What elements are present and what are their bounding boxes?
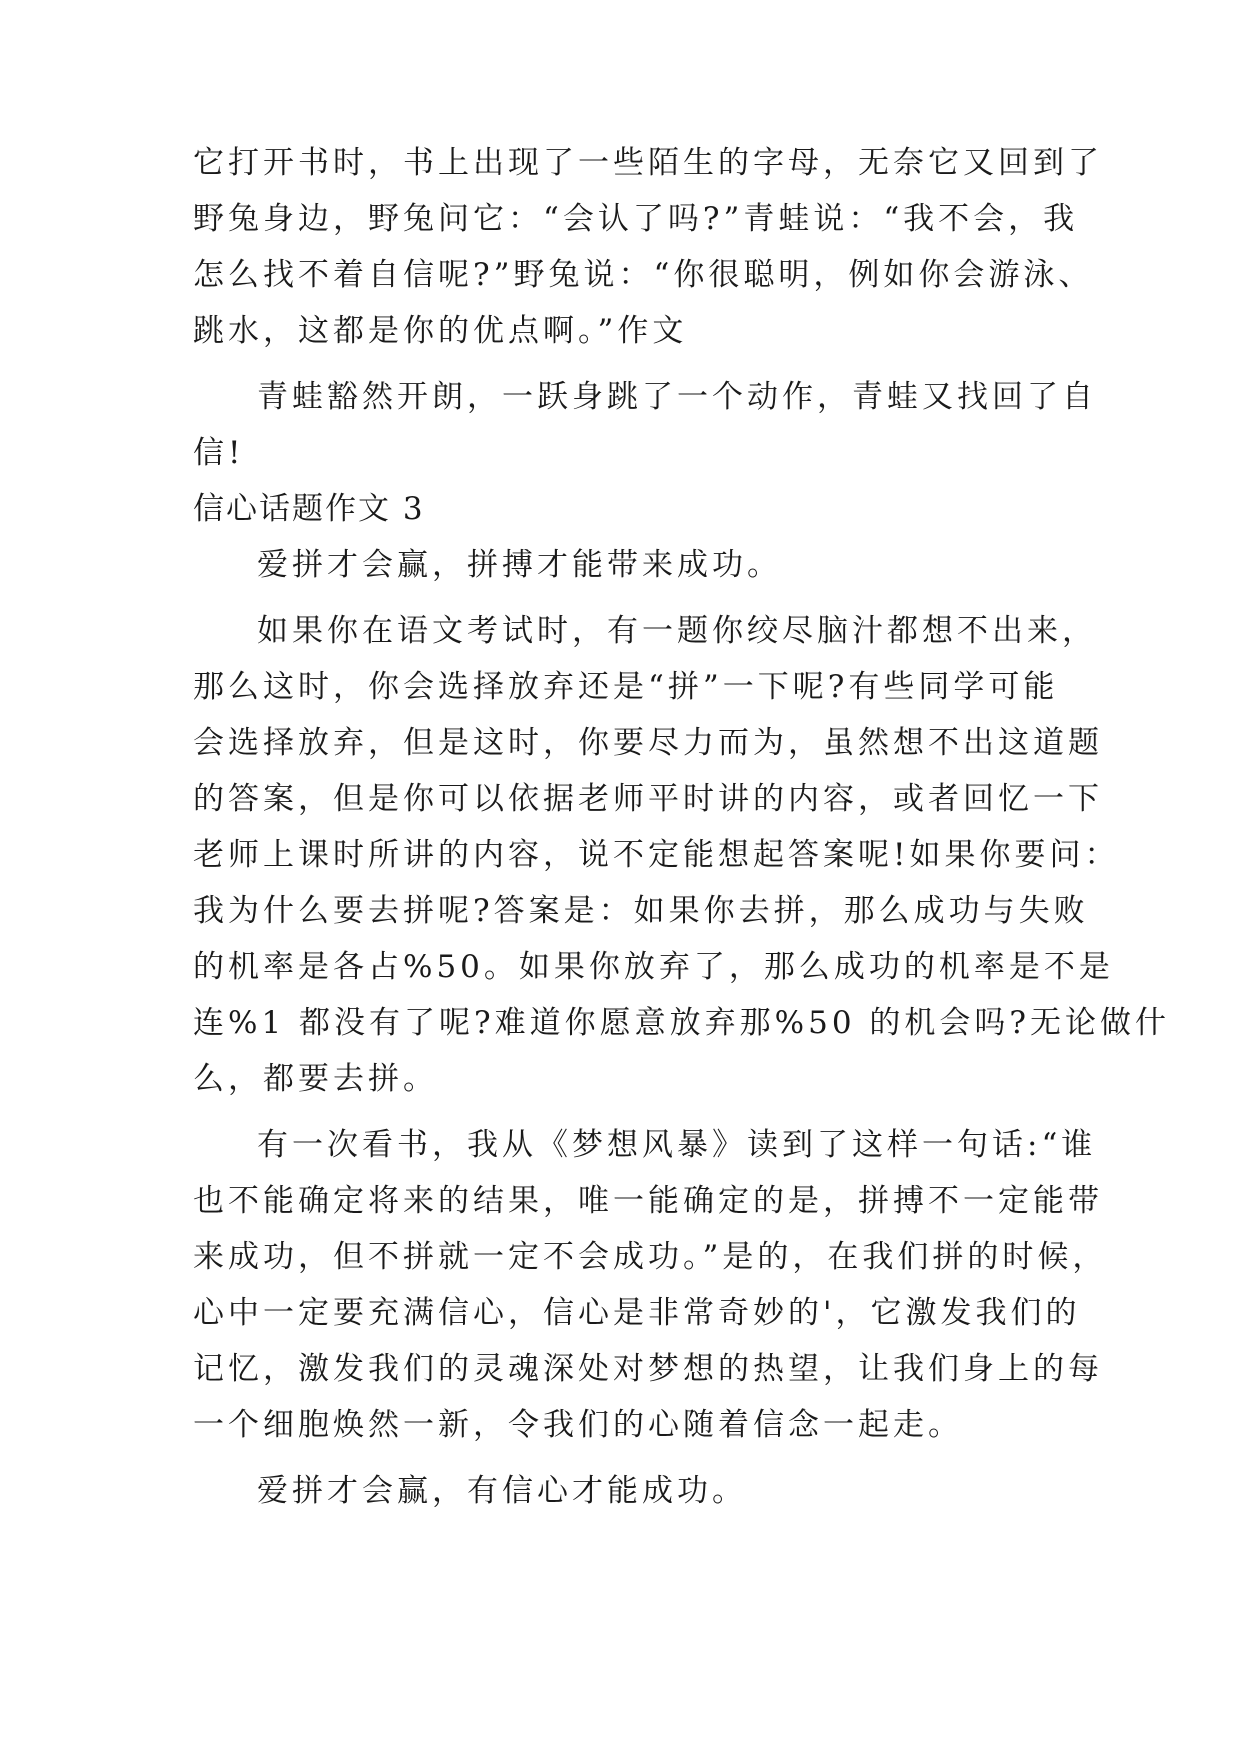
paragraph-5-line-3: 来成功，但不拼就一定不会成功。”是的，在我们拼的时候， (193, 1239, 1108, 1275)
paragraph-3-line-1: 爱拼才会赢，拼搏才能带来成功。 (257, 547, 782, 583)
paragraph-1-line-2: 野兔身边，野兔问它：“会认了吗?”青蛙说：“我不会，我 (193, 201, 1079, 237)
section-heading: 信心话题作文 3 (193, 491, 425, 527)
paragraph-1-line-3: 怎么找不着自信呢?”野兔说：“你很聪明，例如你会游泳、 (193, 257, 1094, 293)
paragraph-4-line-3: 会选择放弃，但是这时，你要尽力而为，虽然想不出这道题 (193, 725, 1103, 761)
paragraph-5-line-4: 心中一定要充满信心，信心是非常奇妙的'，它激发我们的 (193, 1295, 1081, 1331)
paragraph-4-line-5: 老师上课时所讲的内容，说不定能想起答案呢!如果你要问： (193, 837, 1120, 873)
paragraph-4-line-7: 的机率是各占%50。如果你放弃了，那么成功的机率是不是 (193, 949, 1114, 985)
paragraph-2-line-2: 信! (193, 435, 245, 471)
paragraph-4-line-6: 我为什么要去拼呢?答案是：如果你去拼，那么成功与失败 (193, 893, 1089, 929)
paragraph-2-line-1: 青蛙豁然开朗，一跃身跳了一个动作，青蛙又找回了自 (257, 379, 1097, 415)
paragraph-5-line-1: 有一次看书，我从《梦想风暴》读到了这样一句话:“谁 (257, 1127, 1097, 1163)
paragraph-4-line-4: 的答案，但是你可以依据老师平时讲的内容，或者回忆一下 (193, 781, 1103, 817)
paragraph-4-line-9: 么，都要去拼。 (193, 1061, 438, 1097)
paragraph-5-line-2: 也不能确定将来的结果，唯一能确定的是，拼搏不一定能带 (193, 1183, 1103, 1219)
paragraph-6-line-1: 爱拼才会赢，有信心才能成功。 (257, 1473, 747, 1509)
paragraph-4-line-2: 那么这时，你会选择放弃还是“拼”一下呢?有些同学可能 (193, 669, 1059, 705)
paragraph-4-line-8: 连%1 都没有了呢?难道你愿意放弃那%50 的机会吗?无论做什 (193, 1005, 1171, 1041)
paragraph-4-line-1: 如果你在语文考试时，有一题你绞尽脑汁都想不出来， (257, 613, 1097, 649)
paragraph-5-line-6: 一个细胞焕然一新，令我们的心随着信念一起走。 (193, 1407, 963, 1443)
paragraph-1-line-1: 它打开书时，书上出现了一些陌生的字母，无奈它又回到了 (193, 145, 1103, 181)
paragraph-1-line-4: 跳水，这都是你的优点啊。”作文 (193, 313, 688, 349)
paragraph-5-line-5: 记忆，激发我们的灵魂深处对梦想的热望，让我们身上的每 (193, 1351, 1103, 1387)
